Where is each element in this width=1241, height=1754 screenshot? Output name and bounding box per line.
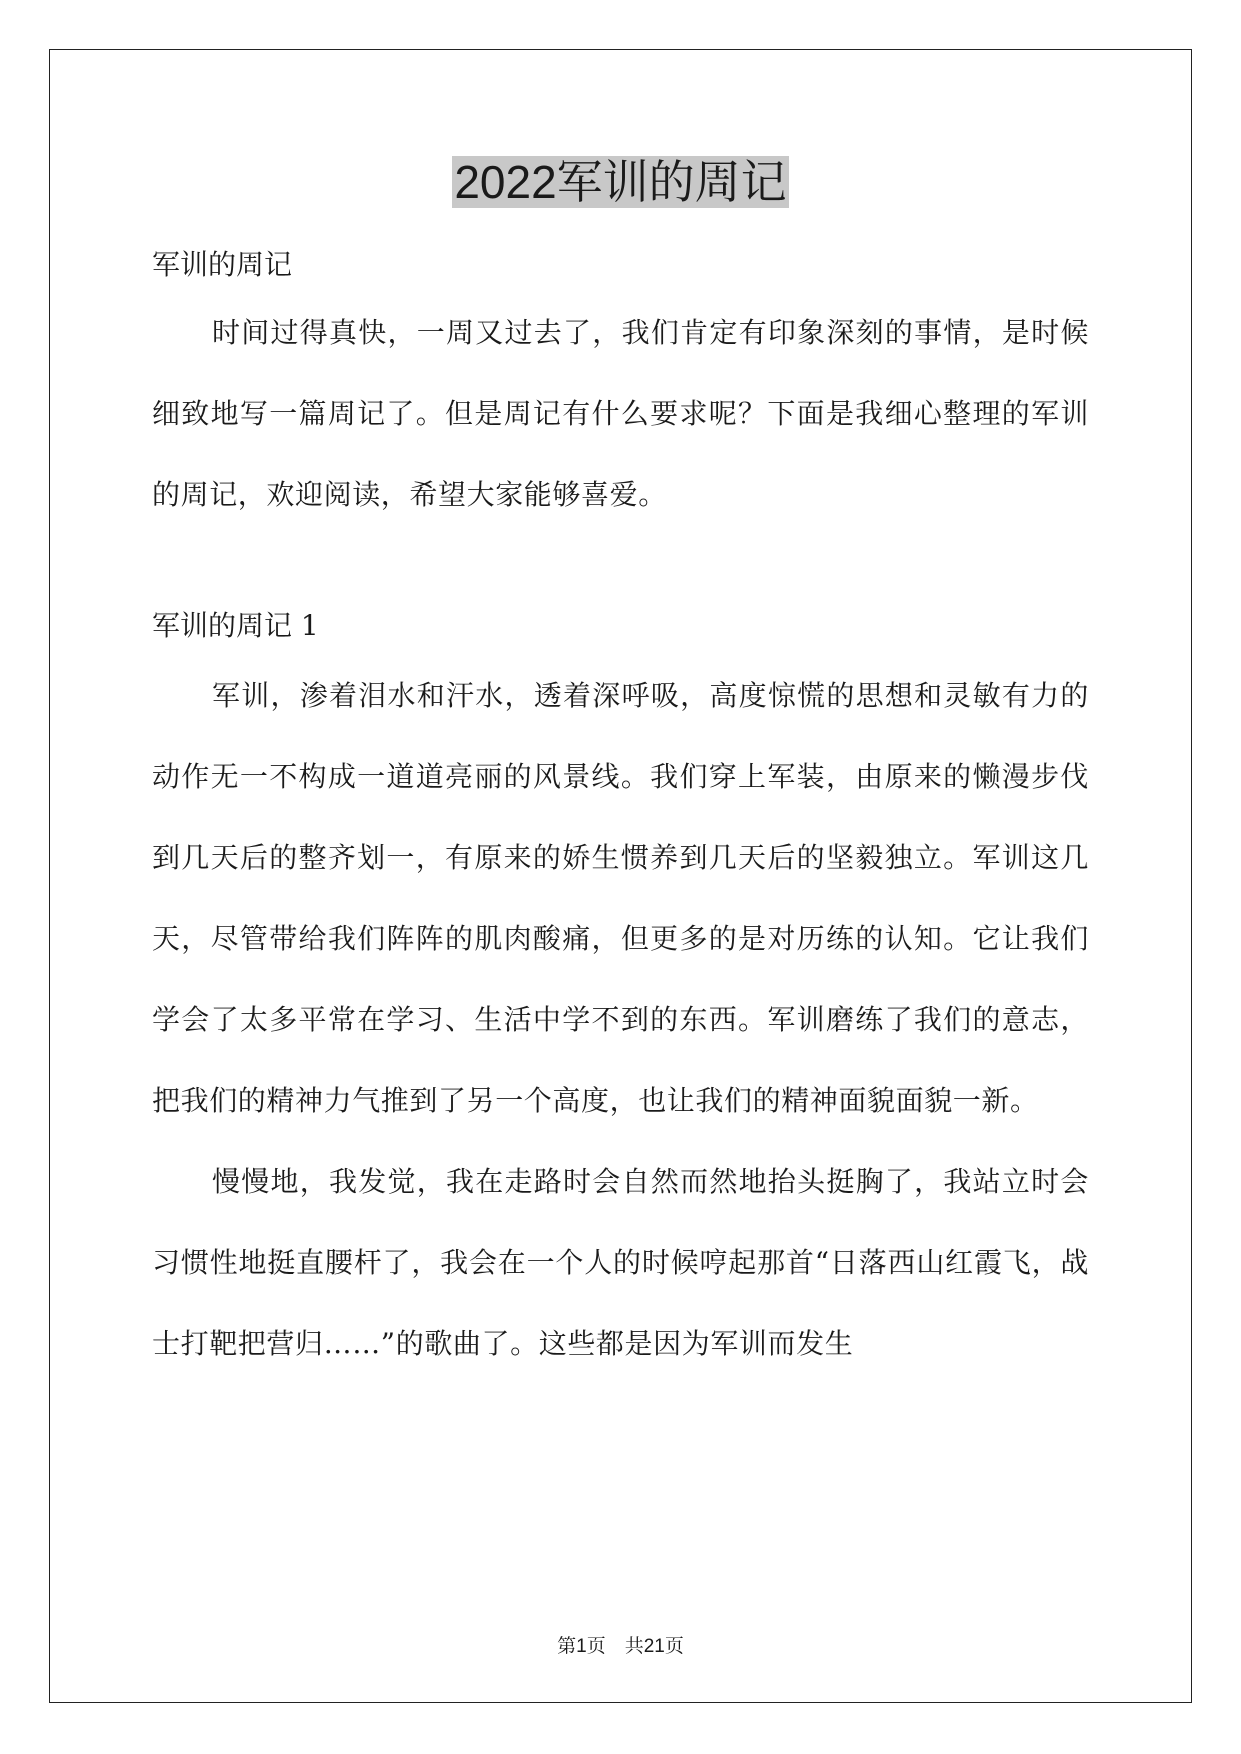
footer-total-pages: 21 <box>643 1636 665 1657</box>
section-heading-1: 军训的周记 1 <box>152 609 319 642</box>
footer-prefix: 第 <box>557 1635 577 1657</box>
page-footer <box>0 1634 1241 1659</box>
document-title <box>0 150 1241 214</box>
footer-page-number: 1 <box>576 1636 587 1657</box>
footer-mid: 页 共 <box>586 1635 644 1657</box>
intro-section <box>152 292 1089 535</box>
intro-paragraph: 时间过得真快，一周又过去了，我们肯定有印象深刻的事情，是时候细致地写一篇周记了。但是周记有什么要求呢？下面是我细心整理的军训的周记，欢迎阅读，希望大家能够喜爱。 <box>152 316 1089 511</box>
footer-suffix: 页 <box>664 1635 684 1657</box>
document-title-text: 2022军训的周记 <box>454 156 787 208</box>
body-paragraph: 慢慢地，我发觉，我在走路时会自然而然地抬头挺胸了，我站立时会习惯性地挺直腰杆了，我会在一个人的时候哼起那首“日落西山红霞飞，战士打靶把营归……”的歌曲了。这些都是因为军训而发生 <box>152 1165 1089 1360</box>
body-section <box>152 655 1089 1384</box>
section-heading: 军训的周记 <box>152 248 293 281</box>
body-paragraph: 军训，渗着泪水和汗水，透着深呼吸，高度惊慌的思想和灵敏有力的动作无一不构成一道道亮丽的风景线。我们穿上军装，由原来的懒漫步伐到几天后的整齐划一，有原来的娇生惯养到几天后的坚毅独立。军训这几天，尽管带给我们阵阵的肌肉酸痛，但更多的是对历练的认知。它让我们学会了太多平常在学习、生活中学不到的东西。军训磨练了我们的意志，把我们的精神力气推到了另一个高度，也让我们的精神面貌面貌一新。 <box>152 679 1089 1117</box>
